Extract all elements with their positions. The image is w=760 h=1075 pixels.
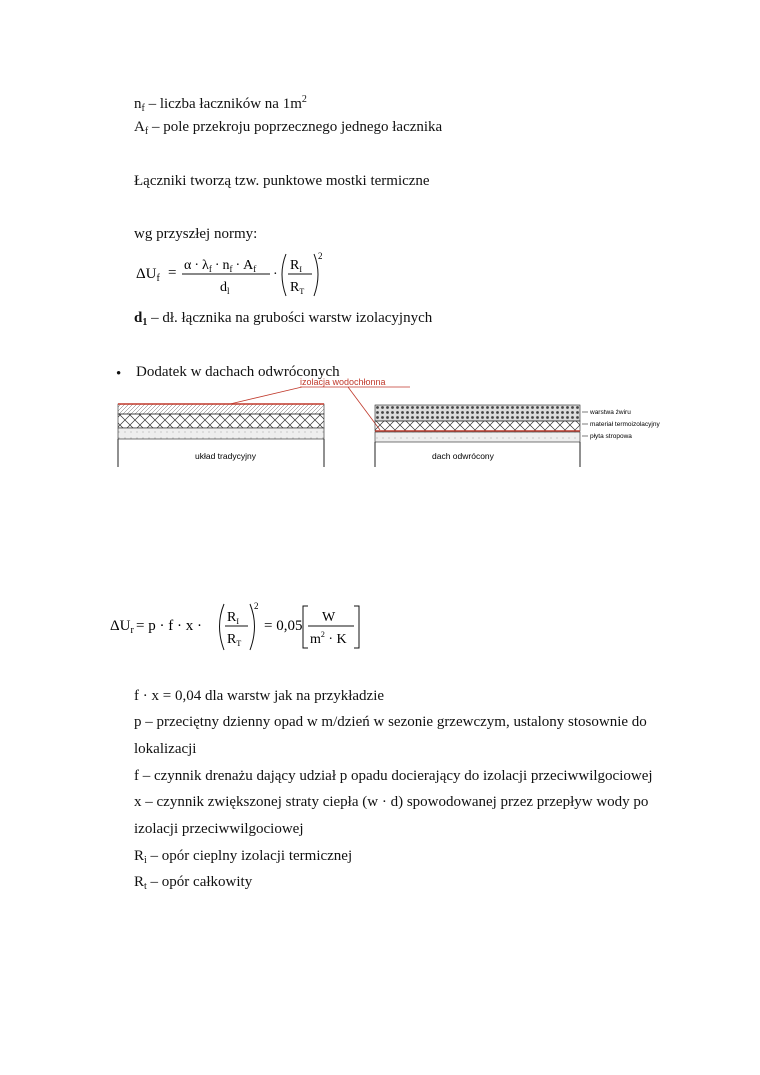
eq2-power: 2: [254, 601, 259, 611]
eq2-frac-num: $R_I$: [227, 610, 240, 626]
label-inverted: dach odwrócony: [432, 451, 494, 461]
eq2-frac-den: $R_T$: [227, 632, 242, 648]
def-x-line2: izolacji przeciwwilgociowej: [134, 821, 304, 837]
bullet-marker: •: [116, 366, 122, 382]
def-fx: f · x = 0,04 dla warstw jak na przykładzie: [134, 688, 385, 704]
def-x-line1: x – czynnik zwiększonej straty ciepła (w · d) spowodowanej przez przepływ wody po: [134, 794, 649, 810]
eq1-power: 2: [318, 251, 323, 261]
callout-leader-left: [230, 387, 302, 404]
def-p-line2: lokalizacji: [134, 741, 197, 757]
eq2-unit-num: W: [322, 610, 336, 625]
eq1-frac-den: $R_T$: [290, 280, 305, 296]
eq2-value: = 0,05: [264, 618, 303, 634]
def-d1: $d_1$ – dł. łącznika na grubości warstw izolacyjnych: [134, 310, 433, 328]
roof-diagram: [110, 375, 690, 473]
eq1-left-paren: [282, 254, 286, 296]
eq2-lhs: $\Delta U_r$: [110, 618, 134, 636]
traditional-roof: [118, 404, 324, 467]
legend-gravel: warstwa żwiru: [590, 409, 631, 416]
legend-insulation: materiał termoizolacyjny: [590, 421, 660, 428]
def-rt: $R_t$ – opór całkowity: [134, 874, 253, 892]
bullet-text: Dodatek w dachach odwróconych: [136, 364, 340, 380]
eq2-left-paren: [220, 604, 225, 650]
eq1-numerator: $\alpha \cdot \lambda_f \cdot n_f \cdot A_f$: [184, 258, 257, 274]
def-ri: $R_i$ – opór cieplny izolacji termicznej: [134, 848, 353, 866]
eq2-unit-den: $m^2 \cdot K$: [310, 630, 347, 647]
def-nf: $n_f$ – liczba łaczników na $1m^2$: [134, 94, 307, 114]
eq1-lhs: $\Delta U_f$: [136, 266, 160, 284]
equation-delta-uf: [134, 250, 334, 302]
def-p-line1: p – przeciętny dzienny opad w m/dzień w sezonie grzewczym, ustalony stosownie do: [134, 714, 647, 730]
eq2-terms: = p · f · x ·: [136, 618, 202, 634]
equation-delta-ur: [108, 600, 368, 656]
def-af: $A_f$ – pole przekroju poprzecznego jednego łacznika: [134, 119, 443, 137]
def-f: f – czynnik drenażu dający udział p opadu docierający do izolacji przeciwwilgociowej: [134, 768, 653, 784]
legend: [582, 409, 660, 440]
legend-slab: płyta stropowa: [590, 433, 632, 440]
callout-label: izolacja wodochłonna: [300, 377, 386, 387]
eq1-dot: ·: [273, 267, 278, 282]
eq1-frac-num: $R_I$: [290, 258, 303, 274]
inverted-roof: [375, 405, 580, 467]
paragraph-lacznik: Łączniki tworzą tzw. punktowe mostki termiczne: [134, 173, 430, 189]
eq1-equals: =: [168, 265, 177, 281]
label-traditional: układ tradycyjny: [195, 451, 256, 461]
eq1-denominator: $d_l$: [220, 280, 230, 296]
paragraph-norma: wg przyszłej normy:: [134, 226, 258, 242]
eq2-right-bracket: [354, 606, 359, 648]
eq2-left-bracket: [303, 606, 308, 648]
